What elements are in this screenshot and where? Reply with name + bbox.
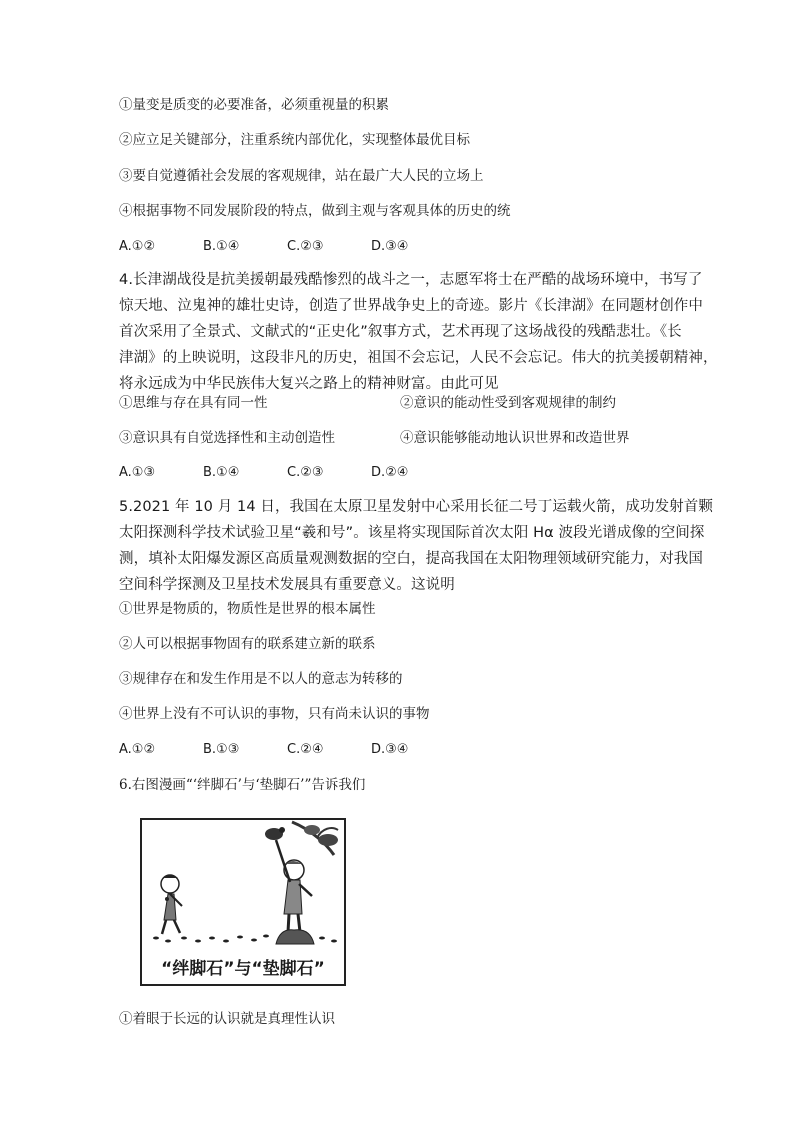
q4-choice-c: C.②③	[287, 465, 324, 480]
q5-option-2: ②人可以根据事物固有的联系建立新的联系	[119, 636, 376, 652]
q3-option-2: ②应立足关键部分，注重系统内部优化，实现整体最优目标	[119, 132, 470, 148]
q4-choices	[119, 463, 455, 483]
q3-choice-c: C.②③	[287, 239, 324, 254]
q5-stem	[119, 494, 713, 598]
q5-choice-d: D.③④	[371, 742, 409, 757]
q4-option-2: ②意识的能动性受到客观规律的制约	[400, 395, 616, 411]
q3-option-4: ④根据事物不同发展阶段的特点，做到主观与客观具体的历史的统	[119, 203, 511, 219]
cartoon-caption: “绊脚石”与“垫脚石”	[161, 959, 325, 979]
q4-choice-a: A.①③	[119, 465, 156, 480]
q5-stem-line: 测，填补太阳爆发源区高质量观测数据的空白，提高我国在太阳物理领域研究能力，对我国	[119, 551, 703, 567]
q5-option-4: ④世界上没有不可认识的事物，只有尚未认识的事物	[119, 706, 430, 722]
q5-stem-line: 太阳探测科学技术试验卫星“羲和号”。该星将实现国际首次太阳 Hα 波段光谱成像的空间探	[119, 525, 705, 541]
q4-choice-d: D.②④	[371, 465, 409, 480]
q4-choice-b: B.①④	[203, 465, 240, 480]
q4-stem-line: 惊天地、泣鬼神的雄壮史诗，创造了世界战争史上的奇迹。影片《长津湖》在同题材创作中	[119, 298, 703, 314]
q6-option-1: ①着眼于长远的认识就是真理性认识	[119, 1011, 335, 1027]
cartoon-illustration	[142, 820, 344, 950]
q5-option-1: ①世界是物质的，物质性是世界的根本属性	[119, 601, 376, 617]
q5-choice-b: B.①③	[203, 742, 240, 757]
q4-stem-line: 津湖》的上映说明，这段非凡的历史，祖国不会忘记，人民不会忘记。伟大的抗美援朝精神，	[119, 350, 718, 366]
q4-option-1: ①思维与存在具有同一性	[119, 395, 268, 411]
q4-option-3: ③意识具有自觉选择性和主动创造性	[119, 430, 335, 446]
q5-choice-a: A.①②	[119, 742, 156, 757]
q3-choice-d: D.③④	[371, 239, 409, 254]
q5-stem-line: 5.2021 年 10 月 14 日，我国在太原卫星发射中心采用长征二号丁运载火箭，成功发射首颗	[119, 499, 713, 515]
q3-option-1: ①量变是质变的必要准备，必须重视量的积累	[119, 97, 389, 113]
cartoon-image	[140, 818, 346, 986]
q5-choice-c: C.②④	[287, 742, 324, 757]
q4-stem-line: 首次采用了全景式、文献式的“正史化”叙事方式，艺术再现了这场战役的残酷悲壮。《长	[119, 324, 682, 340]
q4-option-4: ④意识能够能动地认识世界和改造世界	[400, 430, 630, 446]
q5-option-3: ③规律存在和发生作用是不以人的意志为转移的	[119, 671, 403, 687]
q3-choice-a: A.①②	[119, 239, 156, 254]
q3-choice-b: B.①④	[203, 239, 240, 254]
q5-choices	[119, 740, 455, 760]
q4-stem-line: 4.长津湖战役是抗美援朝最残酷惨烈的战斗之一，志愿军将士在严酷的战场环境中，书写了	[119, 272, 703, 288]
q6-stem: 6.右图漫画“‘绊脚石’与‘垫脚石’”告诉我们	[119, 777, 366, 793]
q4-stem-line: 将永远成为中华民族伟大复兴之路上的精神财富。由此可见	[119, 376, 499, 392]
q5-stem-line: 空间科学探测及卫星技术发展具有重要意义。这说明	[119, 577, 455, 593]
q3-option-3: ③要自觉遵循社会发展的客观规律，站在最广大人民的立场上	[119, 168, 484, 184]
q4-stem	[119, 267, 718, 397]
q3-choices	[119, 237, 455, 257]
